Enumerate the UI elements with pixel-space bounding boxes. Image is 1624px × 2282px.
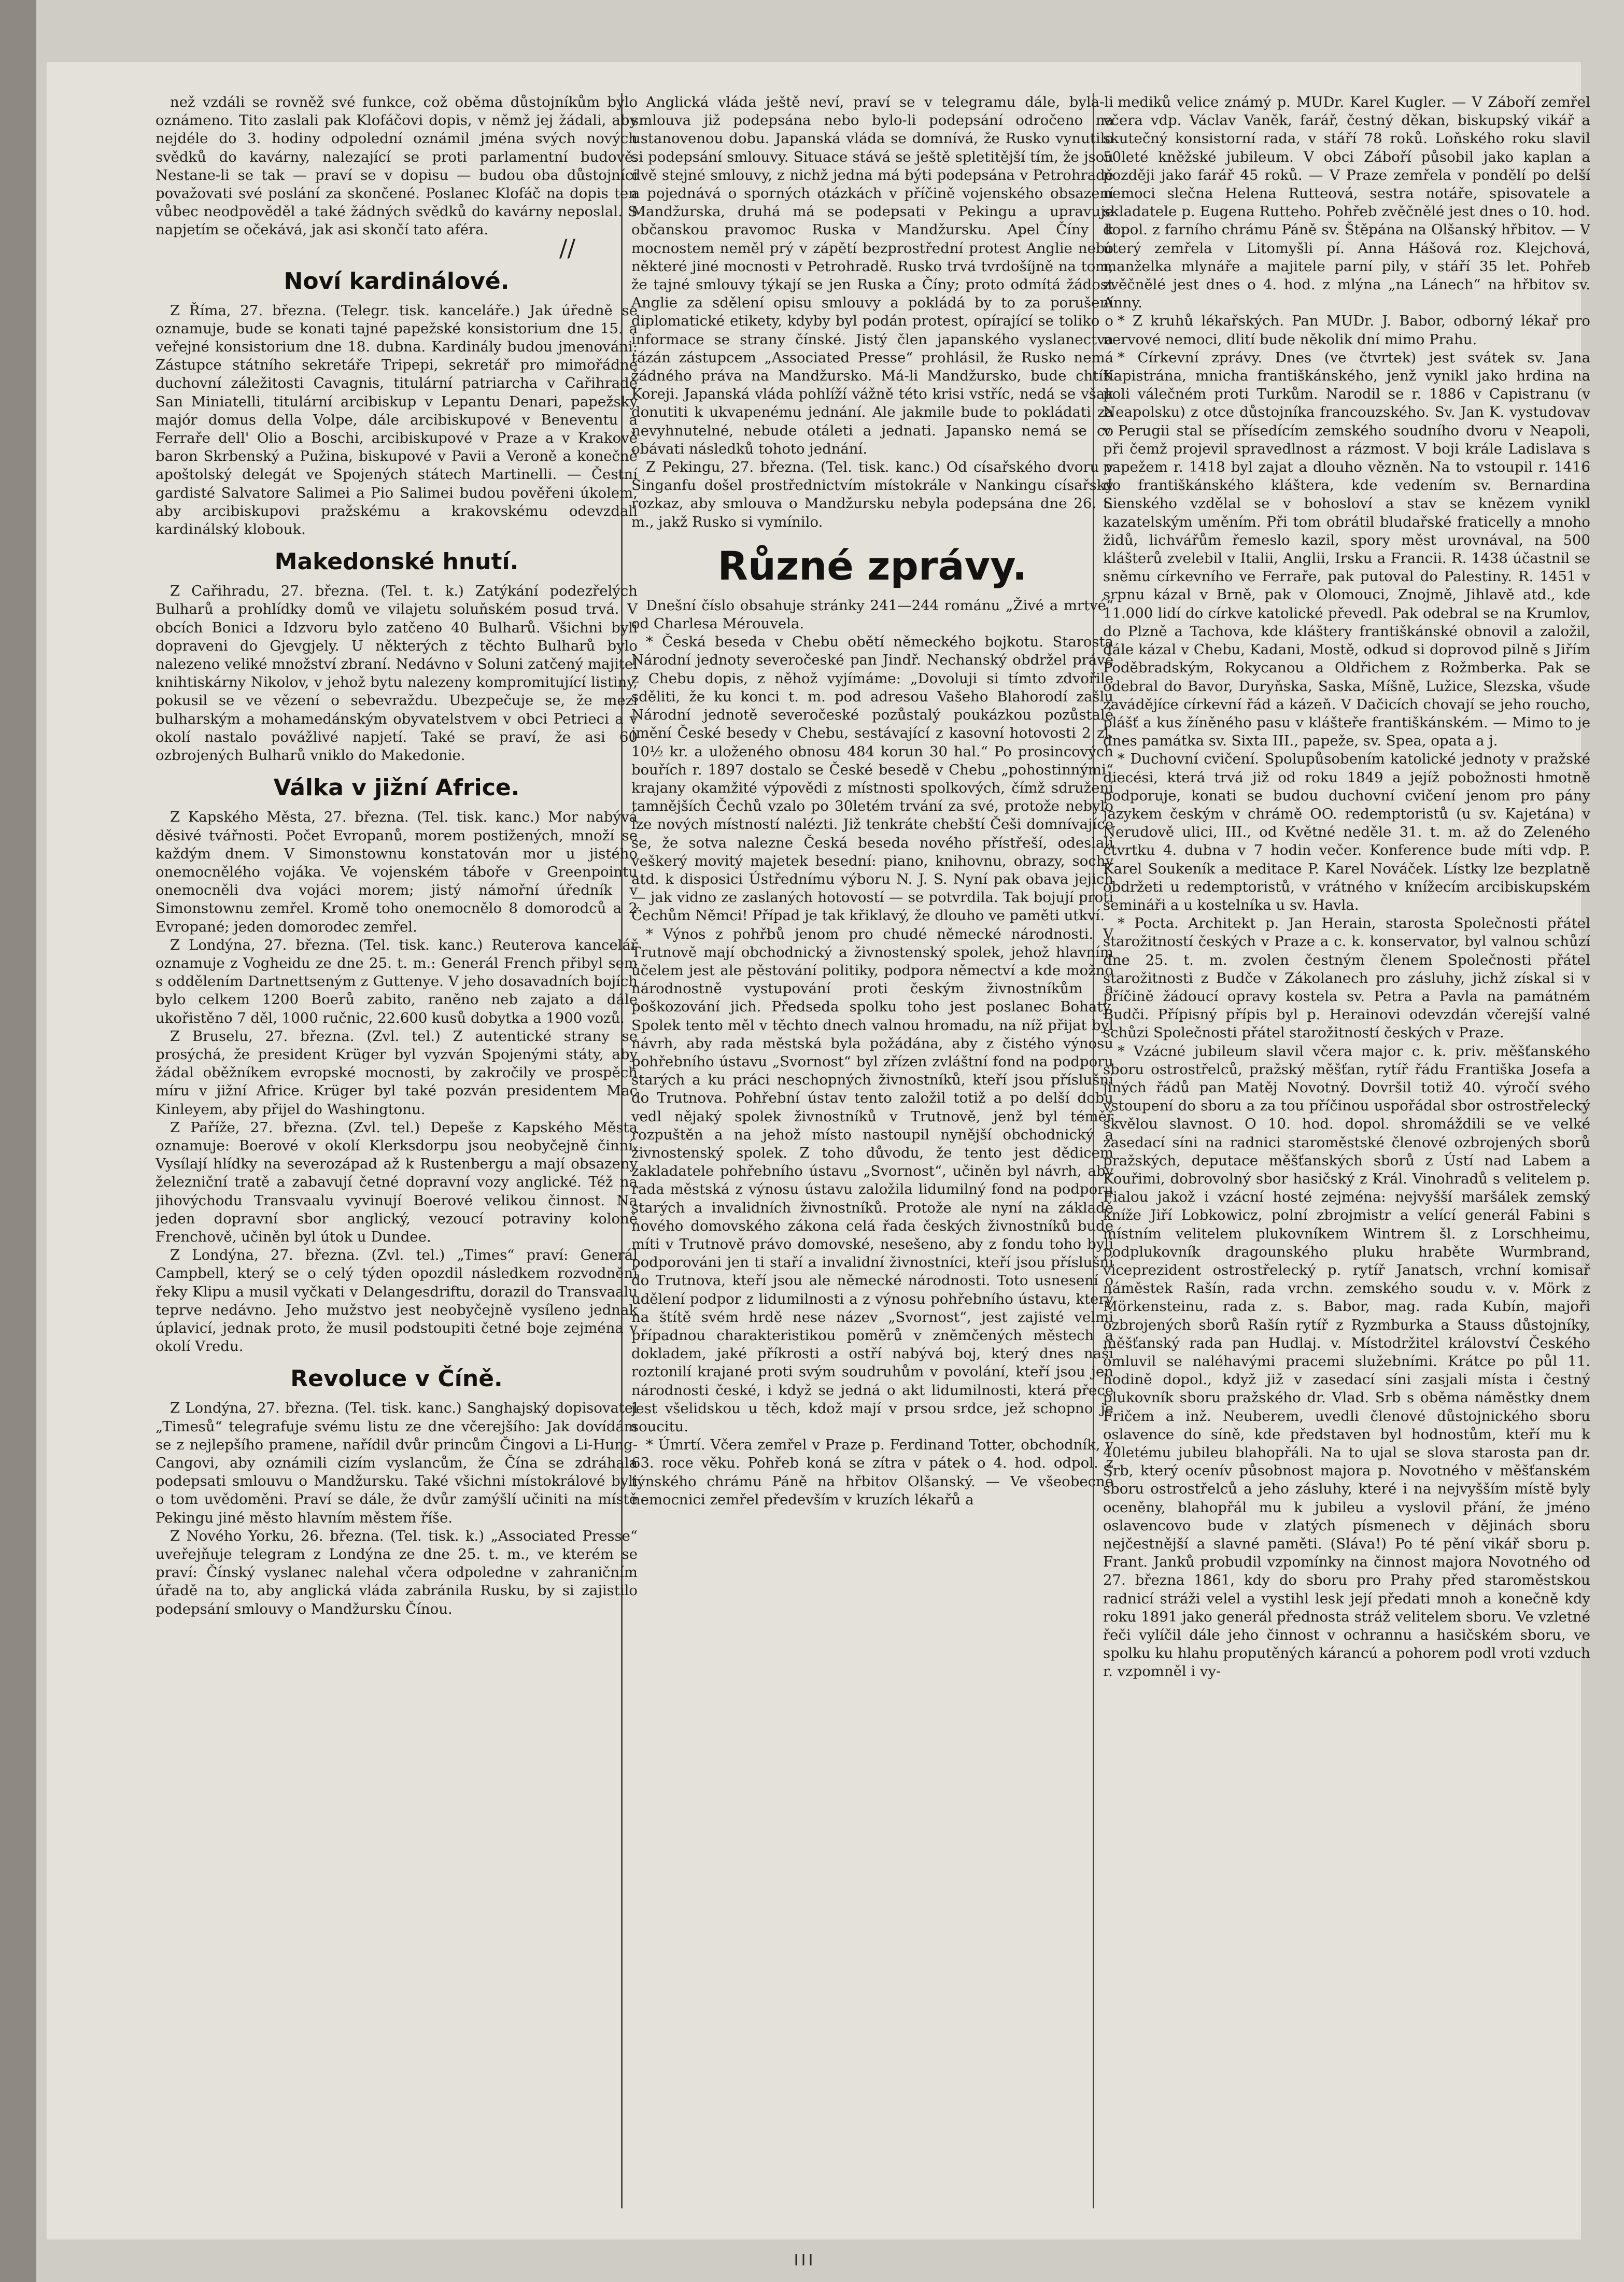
paragraph: mediků velice známý p. MUDr. Karel Kugler. — V Záboří zemřel včera vdp. Václav Vaněk, farář, čestný děkan, biskupský vikář a skutečný konsistorní rada, v stáří 78 roků. Loňského roku slavil 50leté kněžské jubileum. V obci Záboří působil jako kaplan a později jako farář 45 roků. — V Praze zemřela v pondělí po delší nemoci slečna Helena Rutteová, sestra notáře, spisovatele a skladatele p. Eugena Rutteho. Pohřeb zvěčnělé jest dnes o 10. hod. dopol. z farního chrámu Páně sv. Štěpána na Olšanský hřbitov. — V úterý zemřela v Litomyšli pí. Anna Hášová roz. Klejchová, manželka mlynáře a majitele parní pily, v stáří 35 let. Pohřeb zvěčnělé jest dnes o 4. hod. z mlýna „na Lánech“ na hřbitov sv. Anny. — [1103, 94, 1590, 312]
column-1 — [156, 93, 638, 2208]
paragraph: Z Cařihradu, 27. března. (Tel. t. k.) Zatýkání podezřelých Bulharů a prohlídky domů ve vilajetu soluňském posud trvá. V obcích Bonici a Idzvoru bylo zatčeno 40 Bulharů. Všichni byli dopraveni do Gjevgjely. U některých z těchto Bulharů bylo nalezeno veliké množství zbraní. Nedávno v Soluni zatčený majitel knihtiskárny Nikolov, v jehož bytu nalezeny kompromitující listiny, pokusil se ve vězení o sebevraždu. Ubezpečuje se, že mezi bulharským a mohamedánským obyvatelstvem v obci Petrieci a v okolí nastalo povážlivé napjetí. Také se praví, že asi 60 ozbrojených Bulharů vniklo do Makedonie. — [156, 583, 638, 764]
section-heading: Revoluce v Číně. — [290, 1365, 503, 1392]
section-heading: Válka v jižní Africe. — [273, 774, 520, 801]
paragraph: Z Bruselu, 27. března. (Zvl. tel.) Z autentické strany se prosýchá, že president Krüger byl vyzván Spojenými státy, aby žádal oběžníkem evropské mocnosti, by zakročily ve prospěch míru v jižní Africe. Krüger byl také pozván presidentem Mac Kinleyem, aby přijel do Washingtonu. — [156, 1027, 638, 1118]
section-heading: Noví kardinálové. — [284, 267, 510, 294]
paragraph: Z Londýna, 27. března. (Zvl. tel.) „Times“ praví: Generál Campbell, který se o celý týden opozdil následkem rozvodnění řeky Klipu a musil vyčkati v Delangesdriftu, dorazil do Transvaalu teprve nedávno. Jeho mužstvo jest neobyčejně vysíleno jednak úplavicí, jednak proto, že musil podstoupiti četné boje zejména v okolí Vredu. — [156, 1247, 638, 1355]
paragraph: Z Paříže, 27. března. (Zvl. tel.) Depeše z Kapského Města oznamuje: Boerové v okolí Klerksdorpu jsou neobyčejně činní. Vysílají hlídky na severozápad až k Rustenbergu a mají obsazeny železniční tratě a zabavují četné dopravní vozy anglické. Též na jihovýchodu Transvaalu vyvinují Boerové velikou činnost. Na jeden dopravní sbor anglický, vezoucí potraviny koloně Frenchově, učiněn byl útok u Dundee. — [156, 1119, 638, 1245]
paragraph: Z Říma, 27. března. (Telegr. tisk. kanceláře.) Jak úředně se oznamuje, bude se konati tajné papežské konsistorium dne 15. a veřejné konsistorium dne 18. dubna. Kardinály budou jmenováni: Zástupce státního sekretáře Tripepi, sekretář pro mimořádné duchovní záležitosti Cavagnis, titulární patriarcha v Cařihradě San Miniatelli, titulární arcibiskup v Lepantu Denari, papežský majór domus della Volpe, dále arcibiskupové v Beneventu a Ferraře dell' Olio a Boschi, arcibiskupové v Praze a v Krakově baron Skrbenský a Pužina, biskupové v Pavii a Veroně a konečně apoštolský delegát ve Spojených státech Martinelli. — Čestní gardisté Salvatore Salimei a Pio Salimei budou pověřeni úkolem, aby arcibiskupovi pražskému a krakovskému odevzdali kardinálský klobouk. — [156, 302, 638, 538]
paragraph: Z Londýna, 27. března. (Tel. tisk. kanc.) Reuterova kancelář oznamuje z Vogheidu ze dne 25. t. m.: Generál French přibyl sem s oddělením Dartnettseným z Guttenye. V jeho dosavadních bojích bylo celkem 1200 Boerů zabito, raněno neb zajato a dále ukořistěno 7 děl, 1000 ručnic, 22.600 kusů dobytka a 1900 vozů. — [156, 936, 638, 1026]
paragraph: * Úmrtí. Včera zemřel v Praze p. Ferdinand Totter, obchodník, v 63. roce věku. Pohřeb koná se zítra v pátek o 4. hod. odpol. z týnského chrámu Páně na hřbitov Olšanský. — Ve všeobecné nemocnici zemřel především v kruzích lékařů a — [631, 1436, 1113, 1508]
paragraph: Dnešní číslo obsahuje stránky 241—244 románu „Živé a mrtvé“ od Charlesa Mérouvela. — [631, 597, 1113, 632]
paragraph: * Výnos z pohřbů jenom pro chudé německé národnosti. V Trutnově mají obchodnický a živnostenský spolek, jehož hlavním účelem jest ale pěstování politiky, podpora němectví a kde možno národnostně vystupování proti českým živnostníkům a poškozování jich. Předseda spolku toho jest poslanec Bohaty. Spolek tento měl v těchto dnech valnou hromadu, na níž přijat byl návrh, aby rada městská byla požádána, aby z čistého výnosu pohřebního ústavu „Svornost“ byl zřízen zvláštní fond na podporu starých a ku práci neschopných živnostníků, kteří jsou příslušní do Trutnova. Pohřební ústav tento založil totiž a po delší dobu vedl nějaký spolek živnostníků v Trutnově, jenž byl téměř rozpuštěn a na jehož místo nastoupil nynější obchodnický a živnostenský spolek. Z toho důvodu, že tento jest dědicem zakladatele pohřebního ústavu „Svornost“, učiněn byl návrh, aby rada městská z výnosu ústavu založila lidumilný fond na podporu starých a invalidních živnostníků. Protože ale nyní na základě nového domovského zákona celá řada českých živnostníků bude míti v Trutnově právo domovské, nesešeno, aby z fondu toho byli podporováni jen ti staří a invalidní živnostníci, kteří jsou příslušní do Trutnova, kteří jsou ale německé národnosti. Toto usnesení o udělení podpor z lidumilnosti a z výnosu pohřebního ústavu, který na štítě svém hrdě nese název „Svornost“, jest zajisté velmi případnou charakteristikou poměrů v zněmčených městech a dokladem, jaké příkrosti a ostří nabývá boj, který dnes naší roztonilí krajané proti svým soudruhům v povolání, kteří jsou jen národnosti české, i když se jedná o akt lidumilnosti, která přece jest všelidskou u těch, kdož mají v prsou srdce, jež schopno je soucitu. — [631, 925, 1113, 1435]
column-2 — [631, 93, 1113, 2208]
paragraph: * Česká beseda v Chebu obětí německého bojkotu. Starosta Národní jednoty severočeské pan Jindř. Nechanský obdržel právě z Chebu dopis, z něhož vyjímáme: „Dovoluji si tímto zdvořile sděliti, že ku konci t. m. pod adresou Vašeho Blahorodí zašlu Národní jednotě severočeské pozůstalý poukázkou pozůstalé jmění České besedy v Chebu, sestávající z kasovní hotovosti 2 zl. 10½ kr. a uloženého obnosu 484 korun 30 hal.“ Po prosincových bouřích r. 1897 dostalo se České besedě v Chebu „pohostinnými“ krajany okamžité výpovědi z místnosti spolkových, čímž sdružení tamnějších Čechů vzalo po 30letém trvání za své, protože nebylo lze nových místností nalézti. Již tenkráte chebští Češi domnívajíce se, že sotva nalezne Česká beseda nového přístřeší, odeslali veškerý movitý majetek besední: piano, knihovnu, obrazy, sochy atd. k disposici Ústřednímu výboru N. J. S. Nyní pak obava jejich — jak vidno ze zaslaných hotovostí — se potvrdila. Tak bojují proti Čechům Němci! Případ je tak křiklavý, že dlouho ve paměti utkví. — [631, 633, 1113, 924]
paragraph: Z Nového Yorku, 26. března. (Tel. tisk. k.) „Associated Presse“ uveřejňuje telegram z Londýna ze dne 25. t. m., ve kterém se praví: Čínský vyslanec nalehal včera odpoledne v zahraničním úřadě na to, aby anglická vláda zabránila Rusku, by si zajistilo podepsání smlouvy o Mandžursku Čínou. — [156, 1527, 638, 1617]
page-binding-edge — [0, 0, 36, 2282]
paragraph: * Duchovní cvičení. Spolupůsobením katolické jednoty v pražské diecési, která trvá již od roku 1849 a jejíž pobožnosti hmotně podporuje, konati se budou duchovní cvičení jenom pro pány jazykem českým v chrámě OO. redemptoristů (u sv. Kajetána) v Nerudově ulici, III., od Květné neděle 31. t. m. až do Zeleného čtvrtku 4. dubna v 7 hodin večer. Konference bude míti vdp. P. Karel Soukeník a meditace P. Karel Nováček. Lístky lze bezplatně obdržeti u redemptoristů, v vrátného v knížecím arcibiskupském semináři a u kostelníka u sv. Havla. — [1103, 751, 1590, 913]
paragraph: Z Pekingu, 27. března. (Tel. tisk. kanc.) Od císařského dvoru v Singanfu došel prostřednictvím místokrále v Nankingu císařský rozkaz, aby smlouva o Mandžursku nebyla podepsána dne 26. t. m., jakž Rusko si vymínilo. — [631, 459, 1113, 530]
page-number-mark — [793, 2253, 824, 2266]
section-heading: Makedonské hnutí. — [274, 548, 519, 575]
paragraph: * Z kruhů lékařských. Pan MUDr. J. Babor, odborný lékař pro nervové nemoci, dlití bude několik dní mimo Prahu. — [1103, 313, 1590, 348]
paragraph: Z Londýna, 27. března. (Tel. tisk. kanc.) Sanghajský dopisovatel „Timesů“ telegrafuje svému listu ze dne včerejšího: Jak dovídám se z nejlepšího pramene, nařídil dvůr princům Čingovi a Li-Hung-Cangovi, aby oznámili cizím vyslancům, že Čína se zdráhala podepsati smlouvu o Mandžursku. Také všichni místokrálové byli o tom uvědoměni. Praví se dále, že dvůr zamýšlí učiniti na místě Pekingu jiné město hlavním městem říše. — [156, 1400, 638, 1526]
column-3 — [1103, 93, 1590, 2208]
paragraph: Z Kapského Města, 27. března. (Tel. tisk. kanc.) Mor nabývá děsivé tvářnosti. Počet Evropanů, morem postižených, množí se každým dnem. V Simonstownu konstatován mor u jistého onemocnělého vojáka. Ve vojenském táboře v Greenpointu onemocněli dva vojáci morem; jistý námořní úředník v Simonstownu zemřel. Kromě toho onemocnělo 8 domorodců a 2 Evropané; jeden domorodec zemřel. — [156, 809, 638, 935]
paragraph: * Vzácné jubileum slavil včera major c. k. priv. měšťanského sboru ostrostřelců, pražský měšťan, rytíř řádu Františka Josefa a jiných řádů pan Matěj Novotný. Dovršil totiž 40. výročí svého vstoupení do sboru a za tou příčinou uspořádal sbor ostrostřelecký skvělou slavnost. O 10. hod. dopol. shromáždili se ve velké zasedací síni na radnici staroměstské členové ozbrojených sborů pražských, deputace měšťanských sborů z Ústí nad Labem a Kouřimi, dobrovolný sbor hasičský z Král. Vinohradů s velitelem p. Fialou jakož i vzácní hosté zejména: nejvyšší maršálek zemský kníže Jiří Lobkowicz, polní zbrojmistr a velící generál Fabini s místním velitelem plukovníkem Wintrem šl. z Lorschheimu, podplukovník dragounského pluku hraběte Wurmbrand, viceprezident ostrostřelecký p. rytíř Janatsch, vrchní komisař náměstek Rašín, rada vrchn. zemského soudu v. v. Mörk z Mörkensteinu, rada z. s. Babor, mag. rada Kubín, majoři ozbrojených sborů Rašín rytíř z Ryzmburka a Stauss důstojníky, měšťanský rada pan Hudlaj. v. Místodržitel království Českého omluvil se naléhavými pracemi služebními. Krátce po půl 11. hodině dopol., když již v zasedací síni zasjali místa i čestný plukovník sboru pražského dr. Vlad. Srb s oběma náměstky dnem Fričem a inž. Neuberem, uvedli členové důstojnického sboru oslavence do síně, kde představen byl hodnostům, kteří mu k 40letému jubileu blahopřáli. Na to ujal se slova starosta pan dr. Srb, který ocenív působnost majora p. Novotného v měšťanském sboru ostrostřelců a jeho zásluhy, které i na nejvyšším místě byly oceněny, blahopřál mu k jubileu a vyslovil přání, že jméno oslavencovo bude v zlatých písmenech v dějinách sboru nejčestnější a slavné paměti. (Sláva!) Po té pění vikář sboru p. Frant. Janků probudil vzpomínky na činnost majora Novotného od 27. března 1861, kdy do sboru pro Prahy před staroměstskou radnicí stráži velel a vystihl lesk její předati mnoh a konečně kdy roku 1891 jako generál přednosta stráž velitelem sboru. Ve vzletné řeči vylíčil dále jeho činnost v ochrannu a hasičském sboru, ve spolku ku hlahu proputěných kárancú a pohorem podl vroti vzduch r. vzpomněl i vy- — [1103, 1043, 1590, 1680]
paragraph: * Církevní zprávy. Dnes (ve čtvrtek) jest svátek sv. Jana Kapistrána, mnicha františkánského, jenž vynikl jako hrdina na poli válečném proti Turkům. Narodil se r. 1886 v Capistranu (v Neapolsku) z otce důstojníka francouzského. Sv. Jan K. vystudovav v Perugii stal se přísedícím zemského soudního dvoru v Neapoli, při čemž projevil spravedlnost a rázmost. V boji krále Ladislava s papežem r. 1418 byl zajat a dlouho vězněn. Na to vstoupil r. 1416 do františkánského kláštera, kde vedením sv. Bernardina Sienského vzdělal se v bohosloví a stav se knězem vynikl kazatelským uměním. Při tom obrátil bludařské fraticelly a mnoho židů, lichvářům řemeslo kazil, spory měst urovnával, na 500 klášterů zvelebil v Italii, Anglii, Irsku a Francii. R. 1438 účastnil se sněmu církevního ve Ferraře, pak putoval do Palestiny. R. 1451 v srpnu kázal v Brně, pak v Olomouci, Znojmě, Jihlavě atd., kde 11.000 lidí do církve katolické převedl. Pak odebral se na Krumlov, do Plzně a Tachova, kde kláštery františkánské obnovil a založil, dále kázal v Chebu, Kadani, Mostě, odkud si doprovod pilně s Jiřím Poděbradským, Rokycanou a Oldřichem z Rožmberka. Pak se odebral do Bavor, Duryňska, Saska, Míšně, Lužice, Slezska, všude zavádějíce církevní řád a kázeň. V Dačicích chovají se jeho roucho, plášť a kus žíněného pasu v klášteře františkánském. — Mimo to je dnes památka sv. Sixta III., papeže, sv. Spea, opata a j. — [1103, 349, 1590, 750]
paragraph: Anglická vláda ještě neví, praví se v telegramu dále, byla-li smlouva již podepsána nebo bylo-li podepsání odročeno na ustanovenou dobu. Japanská vláda se domnívá, že Rusko vynutilo si podepsání smlouvy. Situace stává se ještě spletitější tím, že jsou dvě stejné smlouvy, z nichž jedna má býti podepsána v Petrohradě a pojednává o sporných otázkách v příčině vojenského obsazení Mandžurska, druhá má se podepsati v Pekingu a upravuje občanskou pravomoc Ruska v Mandžursku. Apel Číny k mocnostem neměl prý v zápětí bezprostřední protest Anglie nebo některé jiné mocnosti v Petrohradě. Rusko trvá tvrdošíjně na tom, že tajné smlouvy týkají se jen Ruska a Číny; proto odmítá žádost Anglie za sdělení opisu smlouvy a pokládá by to za porušení diplomatické etikety, kdyby byl podán protest, opírající se toliko o informace se strany čínské. Jistý člen japanského vyslanectva tázán zástupcem „Associated Presse“ prohlásil, že Rusko nemá žádného práva na Mandžursko. Má-li Mandžursko, bude chtíti Koreji. Japanská vláda pohlíží vážně této krisi vstříc, nedá se však donutiti k ukvapenému jednání. Ale jakmile bude to pokládati za nevyhnutelné, nebude otáleti a jednati. Japansko nemá se co obávati následků tohoto jednání. — [631, 94, 1113, 457]
paragraph: než vzdáli se rovněž své funkce, což oběma důstojníkům bylo oznámeno. Tito zaslali pak Klofáčovi dopis, v němž jej žádali, aby nejdéle do 3. hodiny odpolední oznámil jména svých nových svědků do kavárny, nalezající se proti parlamentní budově. Nestane-li se tak — praví se v dopisu — budou oba důstojníci považovati své poslání za skončené. Poslanec Klofáč na dopis ten vůbec neodpověděl a také žádných svědků do kavárny neposlal. S napjetím se očekává, jak asi skončí tato aféra. — [156, 94, 638, 238]
handwritten-mark: // — [559, 233, 575, 262]
paragraph: * Pocta. Architekt p. Jan Herain, starosta Společnosti přátel starožitností českých v Praze a c. k. konservator, byl valnou schůzí dne 25. t. m. zvolen čestným členem Společnosti přátel starožitnosti z Budče v Zákolanech pro zásluhy, jichž získal si v příčině žádoucí opravy kostela sv. Petra a Pavla na památném Budči. Přípisný přípis byl p. Herainovi odevzdán včerejší valné schůzi Společnosti přátel starožitností českých v Praze. — [1103, 915, 1590, 1041]
section-heading: Různé zprávy. — [717, 542, 1027, 589]
